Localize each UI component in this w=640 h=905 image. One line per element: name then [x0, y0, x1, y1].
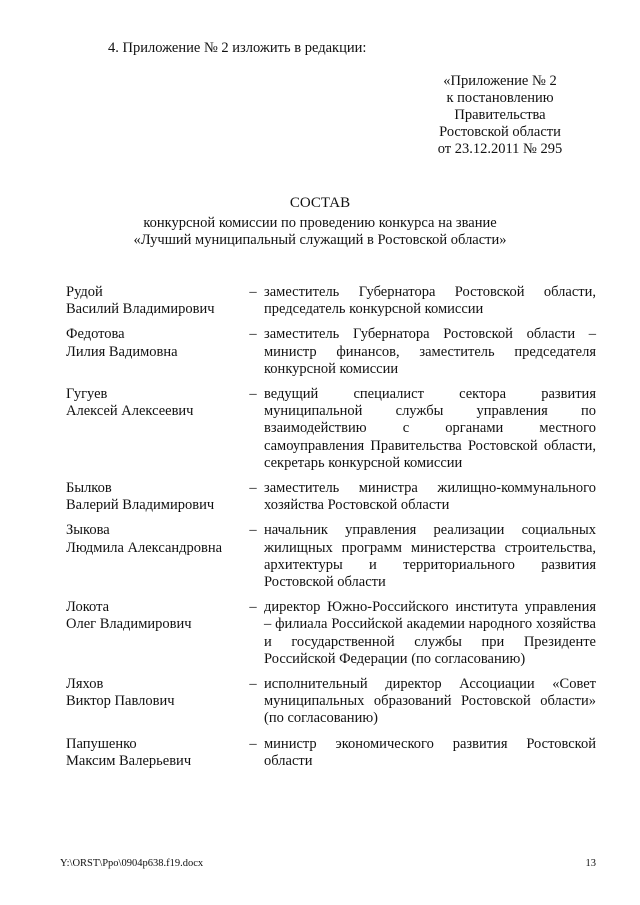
member-given-name: Олег Владимирович	[66, 616, 192, 633]
member-row	[66, 676, 596, 728]
member-name	[66, 599, 242, 633]
commission-members-list	[66, 284, 596, 778]
dash-separator: –	[249, 676, 257, 693]
member-name	[66, 676, 242, 710]
page-number: 13	[585, 858, 596, 869]
member-name	[66, 284, 242, 318]
member-surname: Федотова	[66, 326, 125, 343]
member-name	[66, 522, 242, 556]
dash-separator: –	[249, 326, 257, 343]
member-row	[66, 284, 596, 318]
member-name	[66, 480, 242, 514]
title-heading: СОСТАВ	[289, 195, 351, 211]
dash-separator: –	[249, 522, 257, 539]
member-row	[66, 326, 596, 378]
member-given-name: Василий Владимирович	[66, 301, 215, 318]
dash-separator: –	[249, 735, 257, 752]
dash-separator: –	[249, 599, 257, 616]
member-surname: Зыкова	[66, 522, 110, 539]
member-given-name: Валерий Владимирович	[66, 497, 215, 514]
appendix-line: к постановлению	[446, 90, 554, 106]
member-name	[66, 736, 242, 770]
member-role: начальник управления реализации социальных жилищных программ министерства строительства, архитектуры и территориального развития Ростовской области	[264, 522, 596, 591]
member-role: заместитель министра жилищно-коммунального хозяйства Ростовской области	[264, 480, 596, 514]
member-surname: Локота	[66, 599, 110, 616]
document-title	[60, 195, 580, 249]
title-line: «Лучший муниципальный служащий в Ростовской области»	[133, 232, 507, 248]
appendix-line: Правительства	[454, 107, 546, 123]
member-surname: Папушенко	[66, 735, 137, 752]
member-role: исполнительный директор Ассоциации «Совет муниципальных образований Ростовской области» (по согласованию)	[264, 676, 596, 727]
member-role: министр экономического развития Ростовской области	[264, 735, 596, 769]
member-name	[66, 326, 242, 360]
dash-separator: –	[249, 284, 257, 300]
member-role: заместитель Губернатора Ростовской области, председатель конкурсной комиссии	[264, 284, 596, 318]
member-given-name: Максим Валерьевич	[66, 752, 192, 769]
file-path: Y:\ORST\Ppo\0904p638.f19.docx	[60, 858, 204, 869]
intro-paragraph: 4. Приложение № 2 изложить в редакции:	[108, 40, 367, 56]
member-row	[66, 736, 596, 770]
member-surname: Былков	[66, 480, 112, 497]
title-line: конкурсной комиссии по проведению конкурса на звание	[143, 215, 497, 231]
appendix-reference	[420, 73, 580, 158]
dash-separator: –	[249, 386, 257, 403]
member-given-name: Людмила Александровна	[66, 539, 223, 556]
member-given-name: Алексей Алексеевич	[66, 403, 194, 420]
member-role: директор Южно-Российского института управления – филиала Российской академии народного хозяйства и государственной службы при Президенте Российской Федерации (по согласованию)	[264, 599, 596, 667]
member-row	[66, 480, 596, 514]
page-footer	[60, 858, 596, 869]
member-row	[66, 386, 596, 472]
member-name	[66, 386, 242, 420]
member-given-name: Виктор Павлович	[66, 693, 175, 710]
member-role: заместитель Губернатора Ростовской области – министр финансов, заместитель председателя конкурсной комиссии	[264, 326, 596, 377]
appendix-line: «Приложение № 2	[443, 73, 557, 89]
member-given-name: Лилия Вадимовна	[66, 343, 178, 360]
member-row	[66, 522, 596, 591]
member-role: ведущий специалист сектора развития муниципальной службы управления по взаимодействию с органами местного самоуправления Правительства Ростовской области, секретарь конкурсной комиссии	[264, 386, 596, 471]
member-surname: Гугуев	[66, 386, 108, 403]
member-row	[66, 599, 596, 668]
appendix-line: Ростовской области	[439, 124, 561, 140]
appendix-line: от 23.12.2011 № 295	[437, 141, 563, 157]
member-surname: Ляхов	[66, 676, 104, 693]
dash-separator: –	[249, 480, 257, 497]
member-surname: Рудой	[66, 284, 103, 300]
